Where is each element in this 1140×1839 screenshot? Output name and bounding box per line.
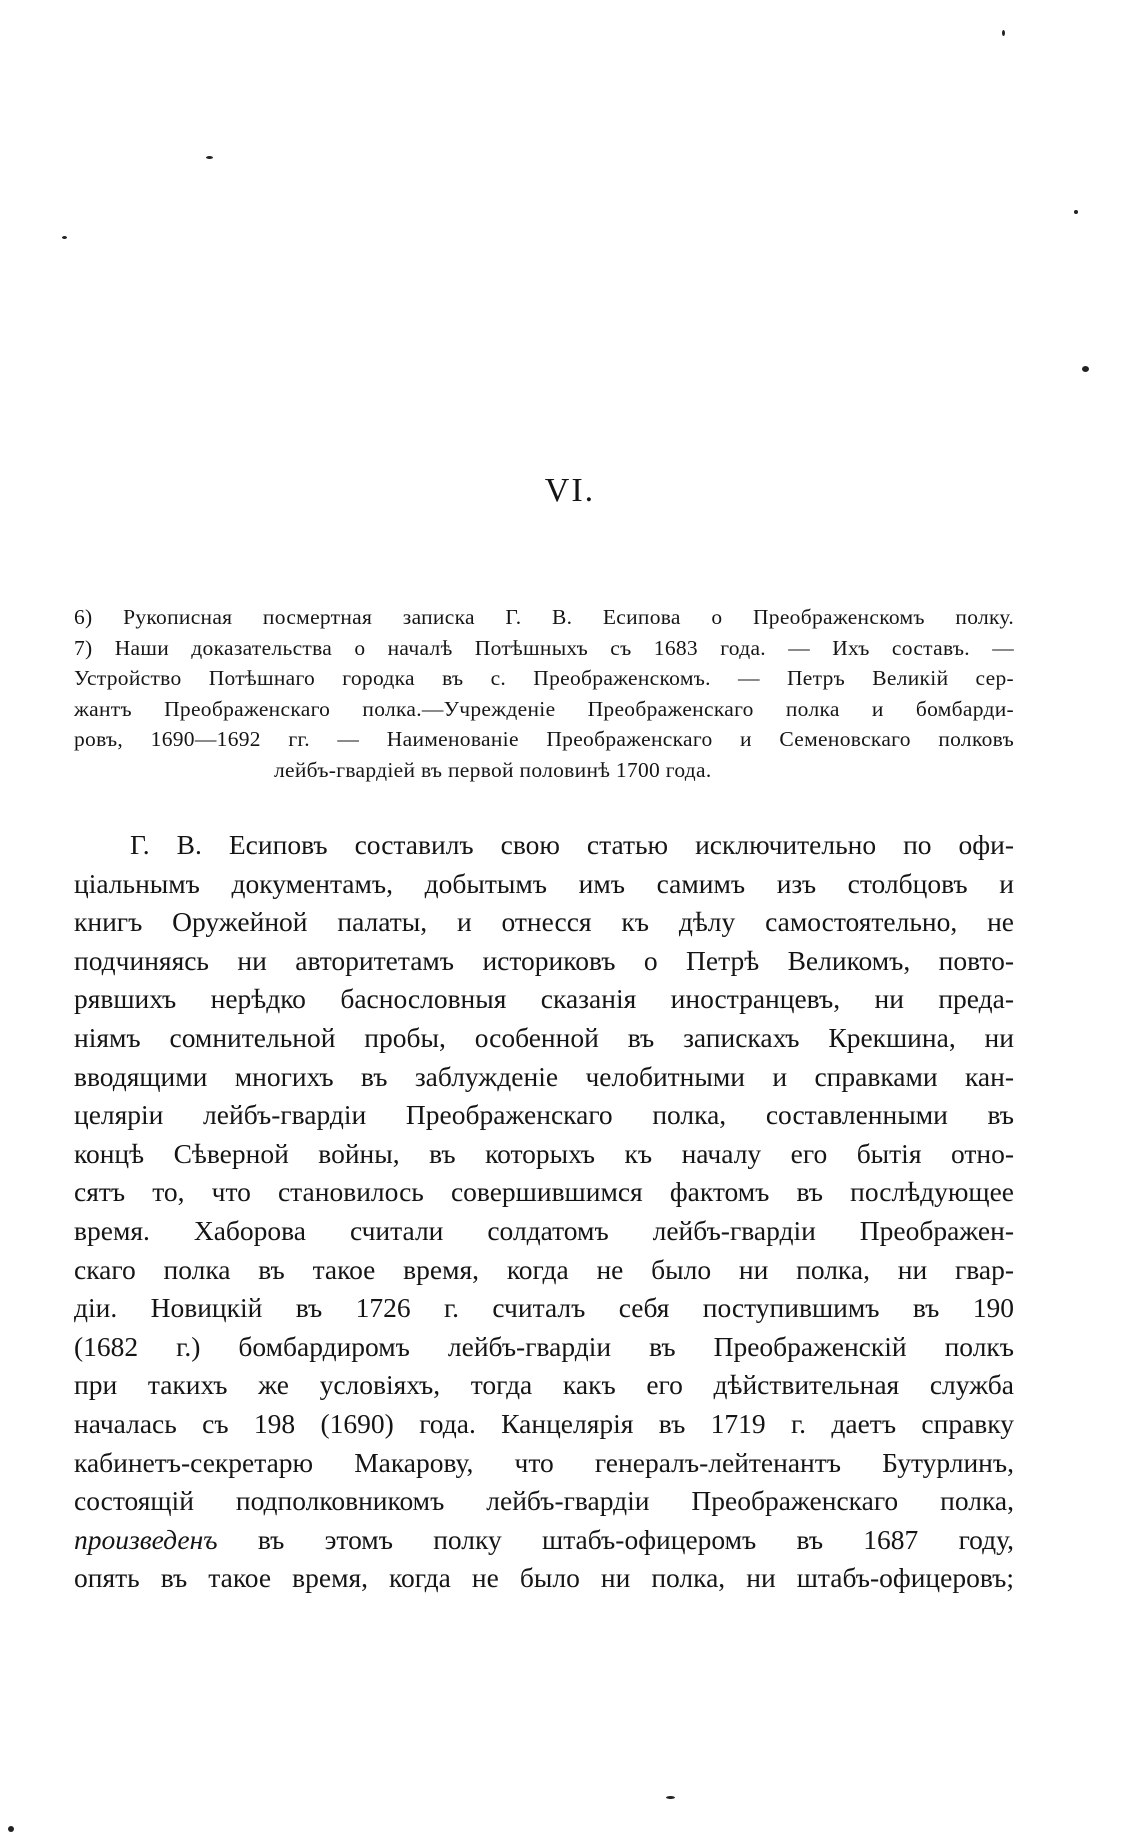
- body-line: подчиняясь ни авторитетамъ историковъ о Петрѣ Великомъ, повто-: [74, 944, 1014, 976]
- body-line-italic: [74, 1521, 1014, 1560]
- scan-speck: [1002, 30, 1005, 36]
- italic-word: произведенъ: [74, 1523, 218, 1555]
- body-line: вводящими многихъ въ заблужденіе челобитными и справками кан-: [74, 1060, 1014, 1092]
- chapter-number: VI.: [544, 472, 596, 509]
- body-line: ціальнымъ документамъ, добытымъ имъ самимъ изъ столбцовъ и: [74, 867, 1014, 899]
- scan-speck: [8, 1826, 14, 1832]
- body-line: (1682 г.) бомбардиромъ лейбъ-гвардіи въ Преображенскій полкъ: [74, 1330, 1014, 1362]
- scan-speck: [206, 156, 213, 159]
- body-line: Г. В. Есиповъ составилъ свою статью исключительно по офи-: [130, 829, 1014, 860]
- scan-speck: [1082, 366, 1089, 372]
- scan-speck: [666, 1796, 675, 1799]
- scan-speck: [62, 236, 67, 239]
- summary-line: жантъ Преображенскаго полка.—Учрежденіе Преображенскаго полка и бомбарди-: [74, 696, 1014, 721]
- body-line: концѣ Сѣверной войны, въ которыхъ къ началу его бытія отно-: [74, 1137, 1014, 1169]
- scan-speck: [1074, 210, 1078, 214]
- summary-line: Устройство Потѣшнаго городка въ с. Преображенскомъ. — Петръ Великій сер-: [74, 666, 1014, 690]
- body-line: скаго полка въ такое время, когда не было ни полка, ни гвар-: [74, 1253, 1014, 1285]
- body-line: началась съ 198 (1690) года. Канцелярія въ 1719 г. даетъ справку: [74, 1407, 1014, 1439]
- body-paragraph: [74, 826, 1014, 1598]
- body-line: целяріи лейбъ-гвардіи Преображенскаго полка, составленными въ: [74, 1099, 1014, 1131]
- summary-line: ровъ, 1690—1692 гг. — Наименованіе Преображенскаго и Семеновскаго полковъ: [74, 727, 1014, 751]
- summary-line: 7) Наши доказательства о началѣ Потѣшныхъ съ 1683 года. — Ихъ составъ. —: [74, 635, 1014, 660]
- body-line: сятъ то, что становилось совершившимся фактомъ въ послѣдующее: [74, 1176, 1014, 1208]
- summary-line: лейбъ-гвардіей въ первой половинѣ 1700 года.: [274, 757, 712, 782]
- body-line: при такихъ же условіяхъ, тогда какъ его дѣйствительная служба: [74, 1369, 1014, 1401]
- body-line: состоящій подполковникомъ лейбъ-гвардіи Преображенскаго полка,: [74, 1485, 1014, 1517]
- body-line: книгъ Оружейной палаты, и отнесся къ дѣлу самостоятельно, не: [74, 906, 1014, 938]
- chapter-summary: [74, 602, 1014, 785]
- body-line: діи. Новицкій въ 1726 г. считалъ себя поступившимъ въ 190: [74, 1292, 1014, 1324]
- summary-line: 6) Рукописная посмертная записка Г. В. Есипова о Преображенскомъ полку.: [74, 605, 1014, 629]
- body-line: ніямъ сомнительной пробы, особенной въ запискахъ Крекшина, ни: [74, 1021, 1014, 1053]
- body-line: рявшихъ нерѣдко баснословныя сказанія иностранцевъ, ни преда-: [74, 983, 1014, 1015]
- body-line-rest: въ этомъ полку штабъ-офицеромъ въ 1687 году,: [217, 1523, 1014, 1555]
- body-line: опять въ такое время, когда не было ни полка, ни штабъ-офицеровъ;: [74, 1562, 1014, 1594]
- body-line: время. Хаборова считали солдатомъ лейбъ-гвардіи Преображен-: [74, 1214, 1014, 1246]
- body-line: кабинетъ-секретарю Макарову, что генералъ-лейтенантъ Бутурлинъ,: [74, 1446, 1014, 1478]
